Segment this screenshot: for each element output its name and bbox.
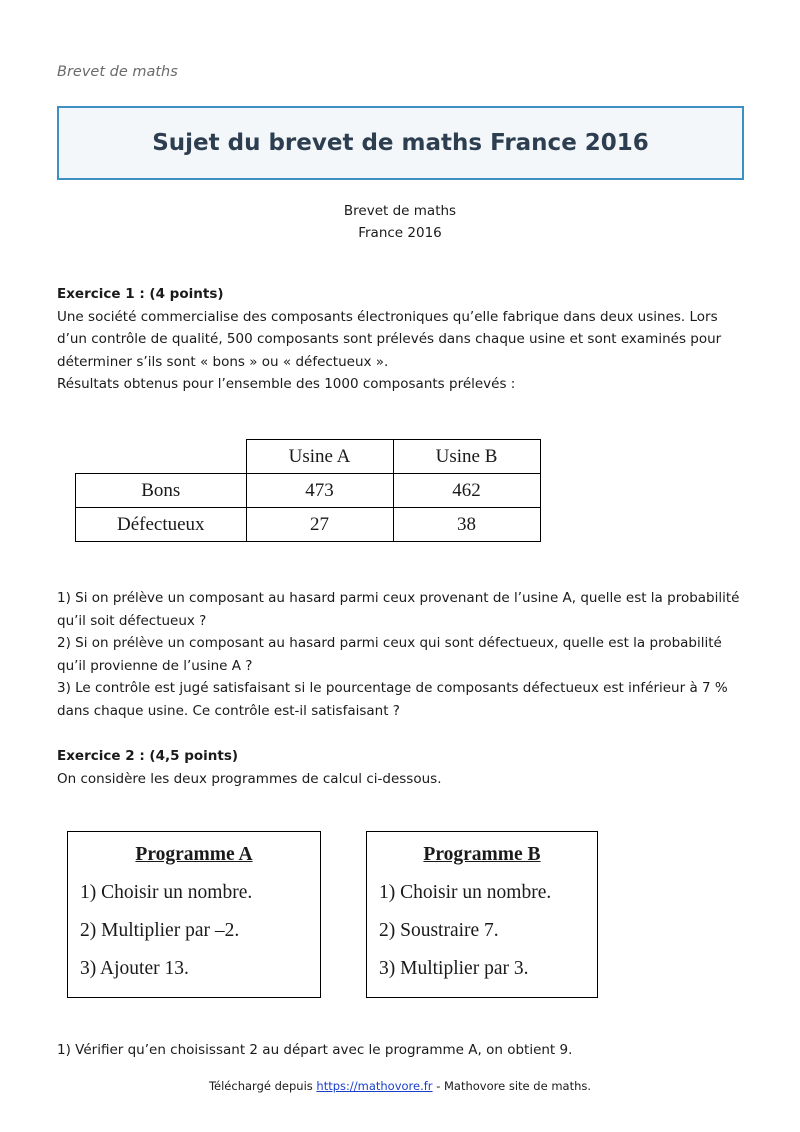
page-title: Sujet du brevet de maths France 2016 [152,130,649,156]
exercise-1-intro [57,283,747,396]
row-label-bons: Bons [76,474,247,508]
program-b-box [366,831,598,998]
cell-defectueux-a: 27 [246,508,393,542]
exercise-2-question-1-text: 1) Vérifier qu’en choisissant 2 au départ avec le programme A, on obtient 9. [57,1042,573,1058]
footer-link[interactable]: https://mathovore.fr [316,1079,433,1093]
program-b-step-1: 1) Choisir un nombre. [379,882,552,903]
exercise-1-questions [57,587,747,723]
footer-suffix: - Mathovore site de maths. [432,1079,592,1093]
program-a-step-1: 1) Choisir un nombre. [80,882,253,903]
running-header: Brevet de maths [57,64,178,80]
title-box [57,106,744,180]
table-row [76,508,541,542]
table-row [76,474,541,508]
subtitle-line-1: Brevet de maths [343,203,457,219]
program-b-step-2: 2) Soustraire 7. [379,920,499,941]
row-label-defectueux: Défectueux [76,508,247,542]
table-header-usine-a: Usine A [246,440,393,474]
cell-defectueux-b: 38 [393,508,540,542]
program-b-title: Programme B [423,844,541,865]
subtitle-line-2: France 2016 [358,225,442,241]
page-footer [0,1079,800,1093]
question-2: 2) Si on prélève un composant au hasard parmi ceux qui sont défectueux, quelle est la probabilité qu’il provienne de l’usine A ? [57,635,722,674]
table-header-usine-b: Usine B [393,440,540,474]
footer-prefix: Téléchargé depuis [208,1079,317,1093]
question-1: 1) Si on prélève un composant au hasard parmi ceux provenant de l’usine A, quelle est la probabilité qu’il soit défectueux ? [57,590,740,629]
program-a-title: Programme A [135,844,253,865]
table-header-row [76,440,541,474]
cell-bons-b: 462 [393,474,540,508]
exercise-1-heading: Exercice 1 : (4 points) [57,286,224,302]
results-table [75,439,541,542]
program-b-step-3: 3) Multiplier par 3. [379,958,529,979]
exercise-2-paragraph: On considère les deux programmes de calcul ci-dessous. [57,770,442,787]
exercise-2-question-1 [57,1039,747,1062]
exercise-2-intro [57,745,747,790]
program-a-box [67,831,321,998]
question-3: 3) Le contrôle est jugé satisfaisant si le pourcentage de composants défectueux est inférieur à 7 % dans chaque usine. Ce contrôle est-il satisfaisant ? [57,680,728,719]
cell-bons-a: 473 [246,474,393,508]
exercise-1-paragraph: Une société commercialise des composants électroniques qu’elle fabrique dans deux usines. Lors d’un contrôle de qualité, 500 composants sont prélevés dans chaque usine et sont examinés pour déterminer s’ils sont « bons » ou « défectueux ». [57,308,722,370]
subtitle [0,200,800,244]
exercise-1-results-intro: Résultats obtenus pour l’ensemble des 1000 composants prélevés : [57,376,516,393]
program-a-step-3: 3) Ajouter 13. [80,958,189,979]
exercise-2-heading: Exercice 2 : (4,5 points) [57,748,239,764]
table-corner-cell [76,440,247,474]
program-a-step-2: 2) Multiplier par –2. [80,920,240,941]
